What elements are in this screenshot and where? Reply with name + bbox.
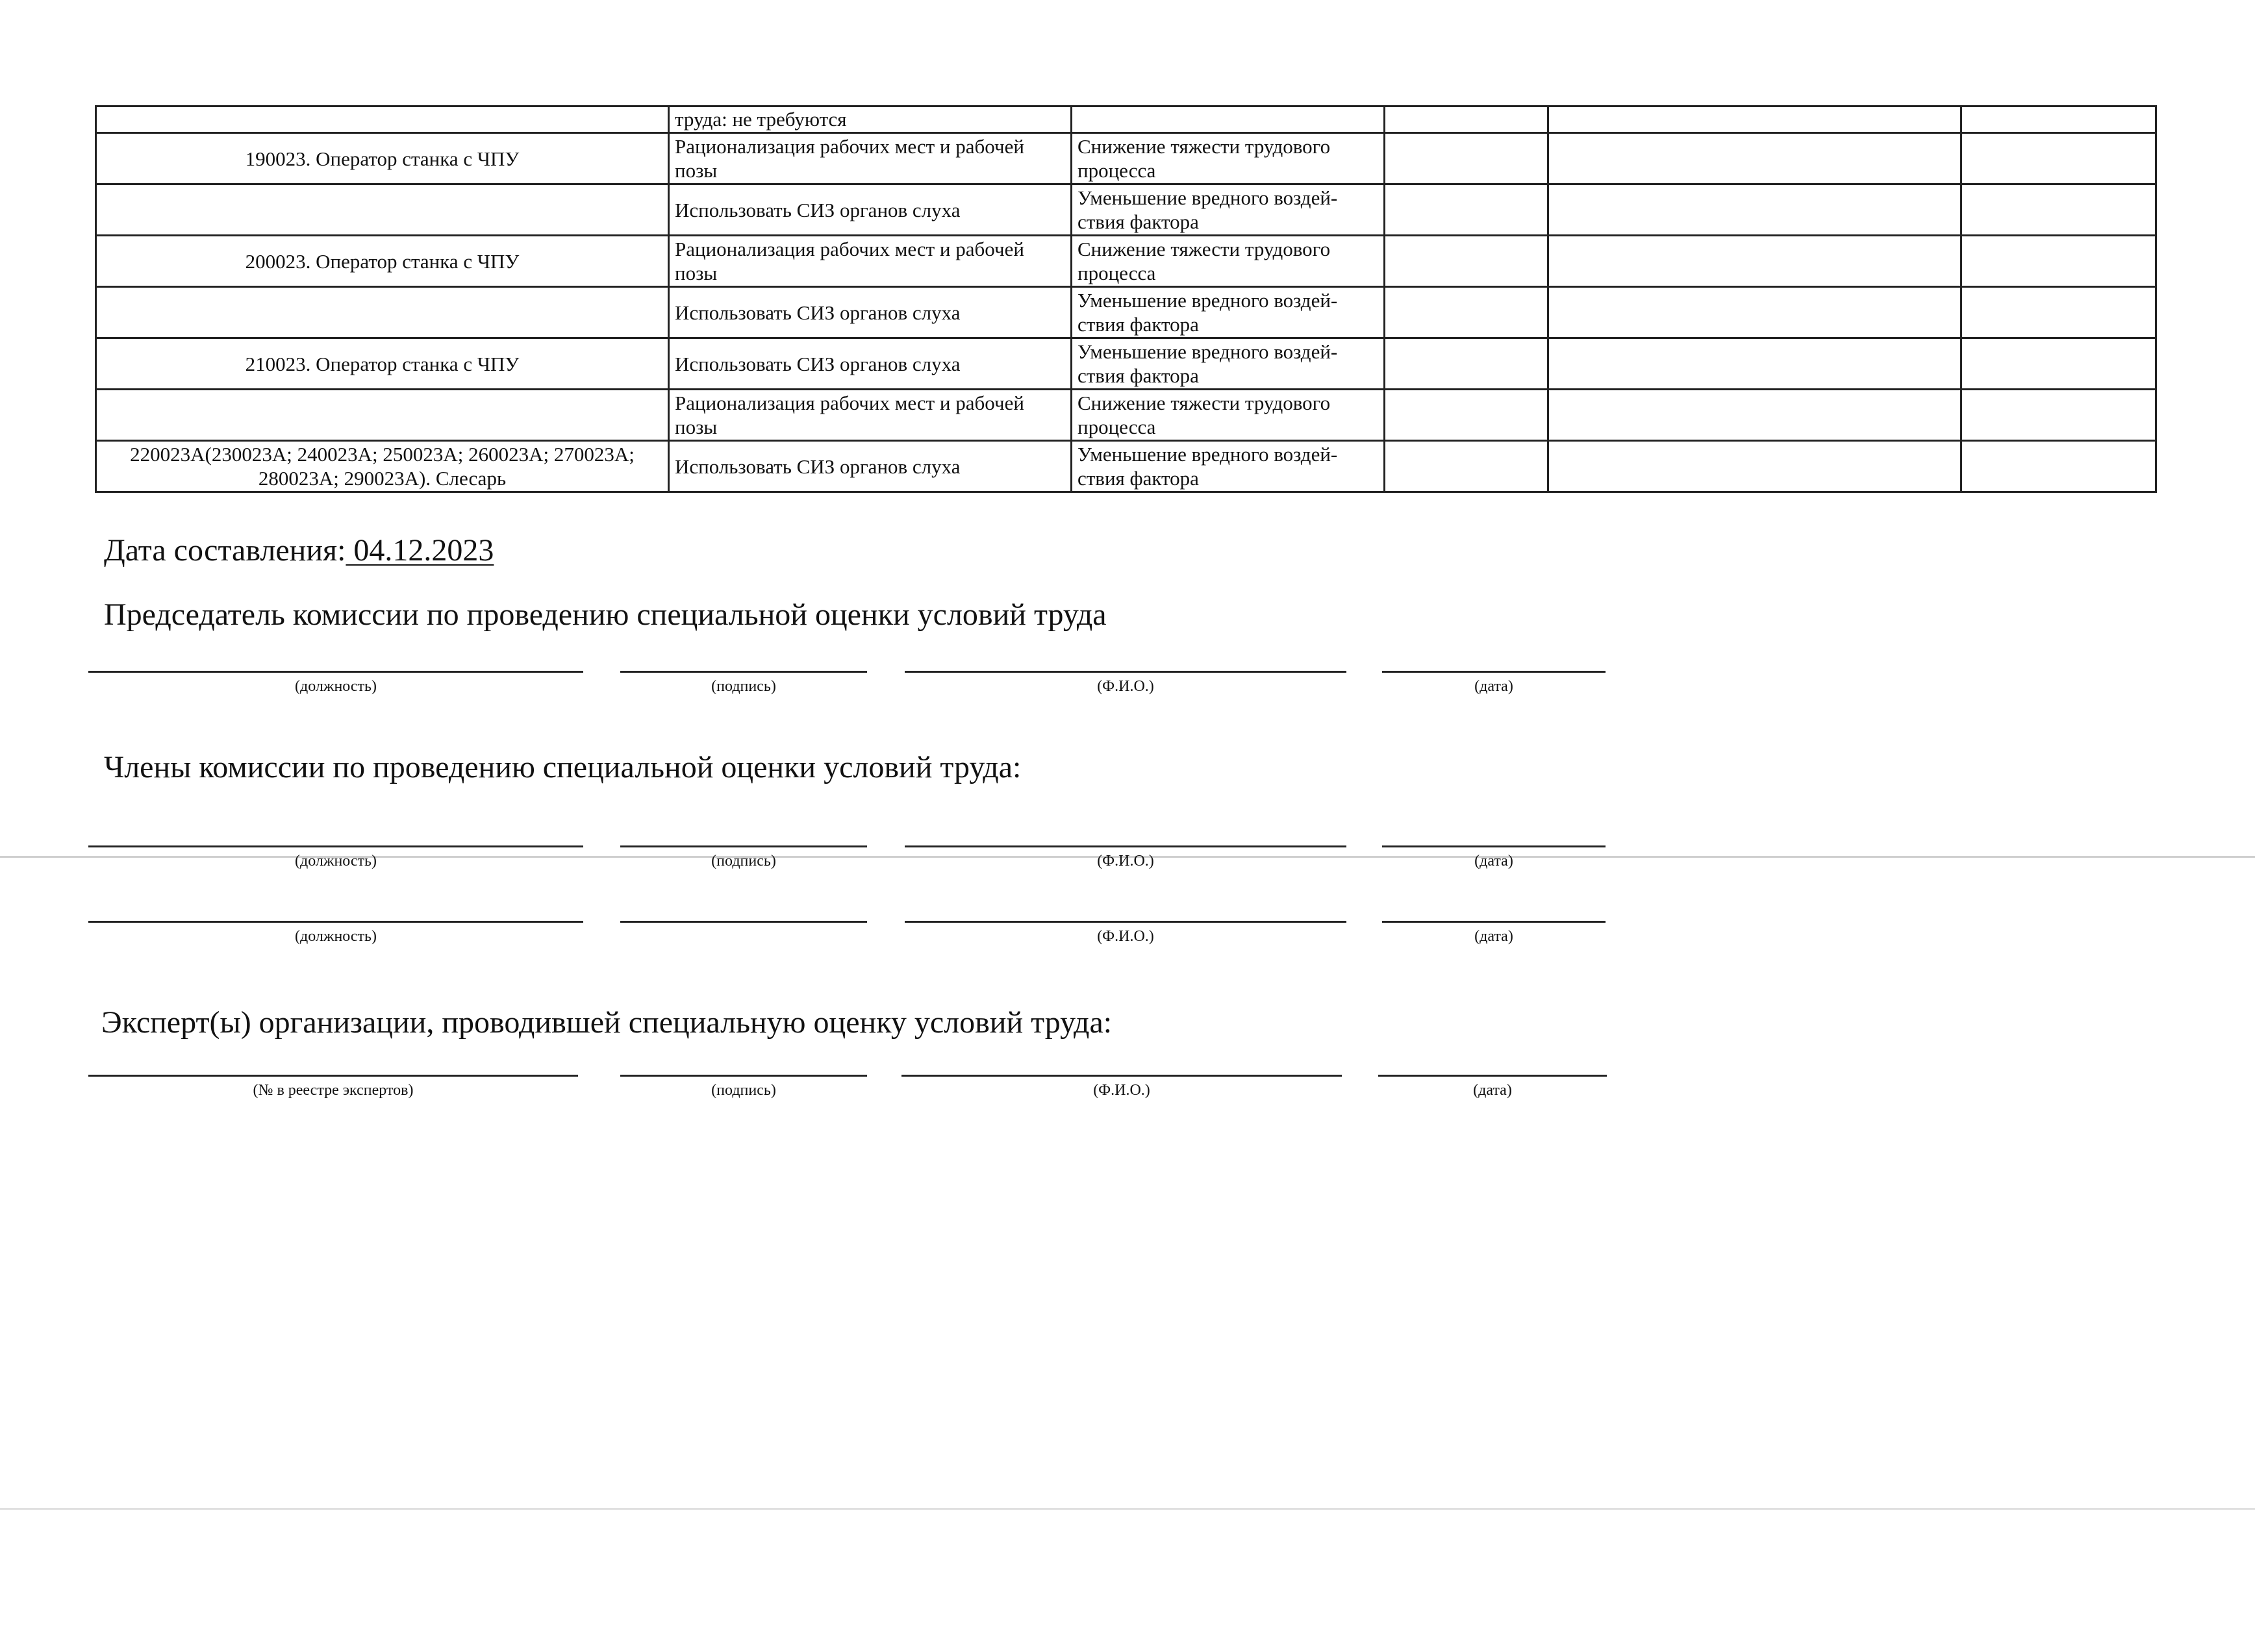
workplace-cell: 190023. Оператор станка с ЧПУ — [96, 133, 669, 184]
table-row — [96, 390, 2156, 441]
empty-cell — [1385, 441, 1548, 492]
workplace-cell: 210023. Оператор станка с ЧПУ — [96, 338, 669, 390]
fio-field — [901, 1075, 1342, 1114]
signature-line — [620, 671, 867, 673]
fio-caption: (Ф.И.О.) — [1097, 928, 1154, 945]
members-heading: Члены комиссии по проведению специальной оценки условий труда: — [104, 750, 1022, 784]
table-row — [96, 338, 2156, 390]
fio-caption: (Ф.И.О.) — [1093, 1082, 1150, 1099]
signature-line — [1378, 1075, 1607, 1077]
signature-line — [88, 671, 583, 673]
empty-cell — [1548, 133, 1961, 184]
empty-cell — [1385, 133, 1548, 184]
date-label: Дата составления: — [104, 533, 346, 568]
signature-field — [620, 921, 867, 960]
measure-cell: труда: не требуются — [669, 106, 1072, 133]
signature-line — [620, 845, 867, 847]
table-row — [96, 287, 2156, 338]
table-row — [96, 106, 2156, 133]
workplace-cell — [96, 390, 669, 441]
goal-cell: Уменьшение вредного воздей-ствия фактора — [1072, 338, 1385, 390]
page-fold-line — [0, 1508, 2255, 1510]
measure-cell: Рационализация рабочих мест и рабочей позы — [669, 390, 1072, 441]
empty-cell — [1961, 236, 2156, 287]
measure-cell: Рационализация рабочих мест и рабочей позы — [669, 236, 1072, 287]
position-field — [88, 845, 583, 884]
signature-caption: (подпись) — [711, 853, 776, 870]
signature-line — [620, 1075, 867, 1077]
signature-line — [1382, 921, 1606, 923]
date-value: 04.12.2023 — [346, 533, 494, 568]
fio-field — [905, 671, 1346, 710]
registry-number-field — [88, 1075, 578, 1114]
signature-line — [905, 671, 1346, 673]
workplace-cell: 220023А(230023А; 240023А; 250023А; 260023А; 270023А; 280023А; 290023А). Слесарь — [96, 441, 669, 492]
empty-cell — [1385, 338, 1548, 390]
signature-line — [1382, 845, 1606, 847]
date-caption: (дата) — [1473, 1082, 1512, 1099]
empty-cell — [1961, 287, 2156, 338]
empty-cell — [1385, 106, 1548, 133]
fio-field — [905, 845, 1346, 884]
member-signature-row — [0, 845, 2255, 884]
signature-field — [620, 1075, 867, 1114]
signature-caption: (подпись) — [711, 1082, 776, 1099]
measure-cell: Использовать СИЗ органов слуха — [669, 338, 1072, 390]
compilation-date — [104, 531, 503, 570]
signature-caption: (подпись) — [711, 678, 776, 695]
workplace-cell — [96, 184, 669, 236]
signature-line — [88, 1075, 578, 1077]
signature-line — [901, 1075, 1342, 1077]
empty-cell — [1961, 441, 2156, 492]
measure-cell: Использовать СИЗ органов слуха — [669, 287, 1072, 338]
empty-cell — [1385, 390, 1548, 441]
measures-table — [95, 105, 2157, 493]
table-row — [96, 133, 2156, 184]
date-field — [1382, 845, 1606, 884]
date-field — [1378, 1075, 1607, 1114]
workplace-cell — [96, 287, 669, 338]
date-caption: (дата) — [1474, 678, 1513, 695]
table-row — [96, 184, 2156, 236]
expert-heading: Эксперт(ы) организации, проводившей специальную оценку условий труда: — [101, 1005, 1113, 1040]
empty-cell — [1548, 338, 1961, 390]
registry-caption: (№ в реестре экспертов) — [253, 1082, 414, 1099]
empty-cell — [1548, 287, 1961, 338]
empty-cell — [1548, 106, 1961, 133]
measure-cell: Использовать СИЗ органов слуха — [669, 184, 1072, 236]
workplace-cell: 200023. Оператор станка с ЧПУ — [96, 236, 669, 287]
date-field — [1382, 671, 1606, 710]
signature-line — [905, 921, 1346, 923]
fio-caption: (Ф.И.О.) — [1097, 853, 1154, 870]
position-field — [88, 671, 583, 710]
signature-line — [620, 921, 867, 923]
goal-cell: Уменьшение вредного воздей-ствия фактора — [1072, 184, 1385, 236]
signature-line — [88, 921, 583, 923]
signature-line — [1382, 671, 1606, 673]
empty-cell — [1961, 390, 2156, 441]
position-caption: (должность) — [295, 853, 377, 870]
empty-cell — [1548, 441, 1961, 492]
date-caption: (дата) — [1474, 853, 1513, 870]
goal-cell: Уменьшение вредного воздей-ствия фактора — [1072, 287, 1385, 338]
expert-signature-row — [0, 1075, 2255, 1114]
empty-cell — [1961, 133, 2156, 184]
measure-cell: Рационализация рабочих мест и рабочей позы — [669, 133, 1072, 184]
fio-caption: (Ф.И.О.) — [1097, 678, 1154, 695]
signature-line — [905, 845, 1346, 847]
table-row — [96, 236, 2156, 287]
goal-cell: Снижение тяжести трудового процесса — [1072, 390, 1385, 441]
table-row — [96, 441, 2156, 492]
goal-cell: Снижение тяжести трудового процесса — [1072, 133, 1385, 184]
position-caption: (должность) — [295, 928, 377, 945]
member-signature-row — [0, 921, 2255, 960]
date-caption: (дата) — [1474, 928, 1513, 945]
signature-field — [620, 671, 867, 710]
empty-cell — [1548, 236, 1961, 287]
chairman-signature-row — [0, 671, 2255, 710]
empty-cell — [1385, 236, 1548, 287]
empty-cell — [1961, 338, 2156, 390]
measure-cell: Использовать СИЗ органов слуха — [669, 441, 1072, 492]
empty-cell — [1961, 106, 2156, 133]
position-field — [88, 921, 583, 960]
position-caption: (должность) — [295, 678, 377, 695]
empty-cell — [1385, 184, 1548, 236]
empty-cell — [1548, 184, 1961, 236]
fio-field — [905, 921, 1346, 960]
empty-cell — [1385, 287, 1548, 338]
goal-cell — [1072, 106, 1385, 133]
empty-cell — [1548, 390, 1961, 441]
goal-cell: Уменьшение вредного воздей-ствия фактора — [1072, 441, 1385, 492]
signature-field — [620, 845, 867, 884]
date-field — [1382, 921, 1606, 960]
goal-cell: Снижение тяжести трудового процесса — [1072, 236, 1385, 287]
empty-cell — [1961, 184, 2156, 236]
chairman-heading: Председатель комиссии по проведению специальной оценки условий труда — [104, 597, 1107, 632]
workplace-cell — [96, 106, 669, 133]
signature-line — [88, 845, 583, 847]
